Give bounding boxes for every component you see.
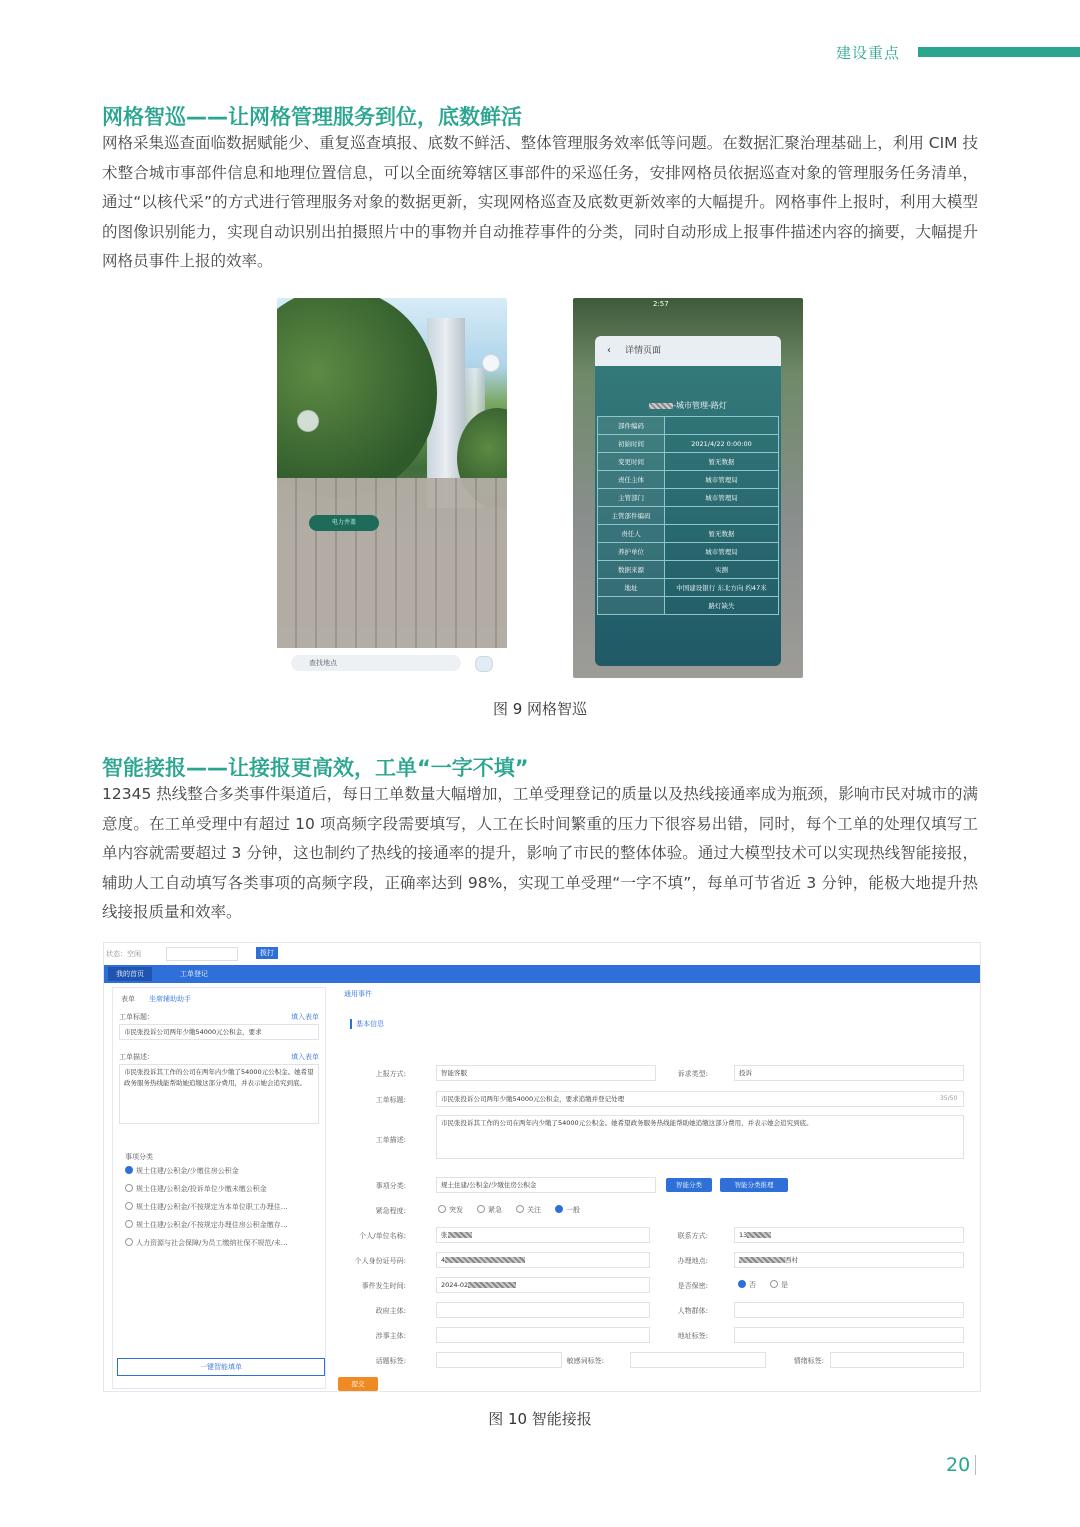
page-number: 20 <box>946 1454 971 1476</box>
submit-button[interactable]: 提交 <box>338 1377 378 1391</box>
detail-value: 实测 <box>665 561 779 579</box>
category-option-label: 规土住建/公积金/不按规定为本单位职工办理住… <box>136 1203 288 1211</box>
one-click-fill-button[interactable]: 一键智能填单 <box>117 1358 325 1376</box>
app-tab-bar <box>104 965 980 983</box>
section1-body: 网格采集巡查面临数据赋能少、重复巡查填报、底数不鲜活、整体管理服务效率低等问题。在数据汇聚治理基础上，利用 CIM 技术整合城市事部件信息和地理位置信息，可以全面统筹辖区事部件的采巡任务，安排网格员依据巡查对象的管理服务任务清单，通过“以核代采”的方式进行管理服务对象的数据更新，实现网格巡查及底数更新效率的大幅提升。网格事件上报时，利用大模型的图像识别能力，实现自动识别出拍摄照片中的事物并自动推荐事件的分类，同时自动形成上报事件描述内容的摘要，大幅提升网格员事件上报的效率。 <box>102 134 978 270</box>
redacted-mark <box>445 1257 525 1263</box>
detail-row <box>598 417 779 435</box>
redacted-mark <box>747 1232 771 1238</box>
category-option-label: 规土住建/公积金/不按规定办理住房公积金缴存… <box>136 1221 288 1229</box>
ticket-title-input[interactable]: 市民张投诉公司两年少缴54000元公积金，要求追缴并登记处理 <box>436 1091 964 1107</box>
request-type-label: 诉求类型: <box>677 1070 708 1078</box>
detected-object-badge[interactable]: 电力井盖 <box>309 515 379 531</box>
radio-icon <box>555 1205 563 1213</box>
fill-form-link[interactable]: 填入表单 <box>291 1013 319 1021</box>
smart-classify-reason-button[interactable]: 智能分类推理 <box>720 1178 788 1192</box>
detail-row <box>598 561 779 579</box>
fill-form-link[interactable]: 填入表单 <box>291 1053 319 1061</box>
emotion-tag-label: 情绪标签: <box>793 1357 824 1365</box>
detail-row <box>598 543 779 561</box>
detail-value: 城市管理局 <box>665 543 779 561</box>
category-option[interactable] <box>125 1220 288 1230</box>
detail-key: 养护单位 <box>598 543 665 561</box>
category-option-label: 人力资源与社会保障/为员工缴纳社保不规范/未… <box>136 1239 288 1247</box>
basic-info-heading: 基本信息 <box>350 1019 384 1029</box>
category-option[interactable] <box>125 1184 267 1194</box>
app-top-bar <box>104 943 980 965</box>
detail-value <box>665 417 779 435</box>
place-label: 办理地点: <box>677 1257 708 1265</box>
category-option[interactable] <box>125 1202 288 1212</box>
urgency-option-label: 关注 <box>527 1206 541 1214</box>
topic-tag-label: 话题标签: <box>375 1357 406 1365</box>
radio-icon <box>438 1205 446 1213</box>
ticket-desc-textarea[interactable]: 市民张投诉其工作的公司在两年内少缴了54000元公积金。她希望政务服务热线能帮助她追缴这部分费用，并表示她会追究到底。 <box>436 1115 964 1159</box>
detail-row <box>598 579 779 597</box>
tab-home[interactable]: 我的首页 <box>108 967 152 981</box>
detail-key: 部件编码 <box>598 417 665 435</box>
hotline-app-screenshot <box>103 942 981 1392</box>
redacted-mark <box>448 1232 472 1238</box>
detail-card-title: -城市管理-路灯 <box>593 400 783 411</box>
detail-key: 责任主体 <box>598 471 665 489</box>
layer-icon[interactable] <box>482 354 500 372</box>
tab-general-event[interactable]: 通用事件 <box>344 990 372 998</box>
people-label: 人物群体: <box>677 1307 708 1315</box>
redacted-mark <box>468 1282 516 1288</box>
contact-input[interactable]: 13 <box>734 1227 964 1243</box>
title-char-count: 35/50 <box>940 1095 958 1102</box>
radio-icon <box>477 1205 485 1213</box>
detail-value: 2021/4/22 0:00:00 <box>665 435 779 453</box>
assistant-panel <box>112 987 326 1389</box>
detail-row <box>598 507 779 525</box>
category-option[interactable] <box>125 1238 288 1248</box>
category-option[interactable] <box>125 1166 239 1176</box>
detail-key: 责任人 <box>598 525 665 543</box>
detail-key: 数据来源 <box>598 561 665 579</box>
sensitive-tag-input[interactable] <box>630 1352 766 1368</box>
detail-key: 变更时间 <box>598 453 665 471</box>
involved-input[interactable] <box>436 1327 650 1343</box>
detail-row <box>598 489 779 507</box>
locate-icon[interactable] <box>297 410 319 432</box>
phone-detail-screenshot <box>573 298 803 678</box>
urgency-option[interactable] <box>438 1206 463 1214</box>
radio-icon <box>125 1238 133 1246</box>
ticket-title-label: 工单标题: <box>375 1096 406 1104</box>
smart-classify-button[interactable]: 智能分类 <box>666 1178 712 1192</box>
detail-row <box>598 597 779 615</box>
secret-option[interactable] <box>770 1281 788 1289</box>
detail-row <box>598 525 779 543</box>
detail-value: 城市管理局 <box>665 489 779 507</box>
detail-value: 中国建设银行 东北方向 约47米 <box>665 579 779 597</box>
tab-form[interactable]: 表单 <box>121 995 135 1003</box>
detail-page-title: 详情页面 <box>625 346 662 356</box>
secret-option[interactable] <box>738 1281 756 1289</box>
phone-street-screenshot <box>277 298 507 678</box>
sensitive-tag-label: 敏感词标签: <box>566 1357 604 1365</box>
event-time-input[interactable]: 2024-02 <box>436 1277 650 1293</box>
status-time: 2:57 <box>653 300 669 308</box>
phone-number-input[interactable] <box>166 947 238 961</box>
section2-title: 智能接报——让接报更高效，工单“一字不填” <box>102 756 529 780</box>
tab-assistant[interactable]: 坐席辅助助手 <box>149 995 191 1003</box>
redacted-mark <box>739 1257 785 1263</box>
place-input[interactable]: 西村 <box>734 1252 964 1268</box>
tab-ticket-register[interactable]: 工单登记 <box>180 970 208 978</box>
report-method-label: 上报方式: <box>375 1070 406 1078</box>
event-time-label: 事件发生时间: <box>361 1282 406 1290</box>
detail-value: 暂无数据 <box>665 453 779 471</box>
secret-option-label: 是 <box>781 1281 788 1289</box>
detail-row <box>598 453 779 471</box>
ticket-form <box>334 987 978 1387</box>
figure9-caption: 图 9 网格智巡 <box>492 700 588 718</box>
gov-input[interactable] <box>436 1302 650 1318</box>
section-header-label: 建设重点 <box>836 44 901 62</box>
urgency-radio-group <box>438 1205 594 1215</box>
name-input[interactable]: 张 <box>436 1227 650 1243</box>
detail-page-header <box>595 336 781 366</box>
secret-label: 是否保密: <box>677 1282 708 1290</box>
radio-icon <box>125 1184 133 1192</box>
urgency-option-label: 一般 <box>566 1206 580 1214</box>
camera-icon[interactable] <box>475 656 493 672</box>
radio-icon <box>516 1205 524 1213</box>
topic-tag-input[interactable] <box>436 1352 562 1368</box>
urgency-option[interactable] <box>477 1206 502 1214</box>
detail-key: 主管部门 <box>598 489 665 507</box>
redacted-mark <box>649 403 673 409</box>
urgency-option-label: 紧急 <box>488 1206 502 1214</box>
detail-value: 城市管理局 <box>665 471 779 489</box>
dial-button[interactable]: 拨打 <box>256 947 278 959</box>
detail-key: 主管部件编码 <box>598 507 665 525</box>
urgency-option-label: 突发 <box>449 1206 463 1214</box>
secret-option-label: 否 <box>749 1281 756 1289</box>
urgency-label: 紧急程度: <box>375 1207 406 1215</box>
section2-body: 12345 热线整合多类事件渠道后，每日工单数量大幅增加，工单受理登记的质量以及热线接通率成为瓶颈，影响市民对城市的满意度。在工单受理中有超过 10 项高频字段需要填写，人工在长时间繁重的压力下很容易出错，同时，每个工单的处理仅填写工单内容就需要超过 3 分钟，这也制约了热线的接通率的提升，影响了市民的整体体验。通过大模型技术可以实现热线智能接报，辅助人工自动填写各类事项的高频字段，正确率达到 98%，实现工单受理“一字不填”，每单可节省近 3 分钟，能极大地提升热线接报质量和效率。 <box>102 785 978 921</box>
involved-label: 涉事主体: <box>375 1332 406 1340</box>
detail-value: 暂无数据 <box>665 525 779 543</box>
section-header-bar <box>918 47 1080 57</box>
detail-value <box>665 507 779 525</box>
agent-status: 状态：空闲 <box>106 950 141 958</box>
left-desc-label: 工单描述： <box>119 1053 154 1061</box>
detail-key: 地址 <box>598 579 665 597</box>
detail-key: 初始时间 <box>598 435 665 453</box>
search-input[interactable]: 查找地点 <box>291 655 461 671</box>
request-type-select[interactable]: 投诉 <box>734 1065 964 1081</box>
figure10-caption: 图 10 智能接报 <box>488 1410 592 1428</box>
report-method-select[interactable]: 智能客服 <box>436 1065 656 1081</box>
urgency-option[interactable] <box>555 1206 580 1214</box>
gov-label: 政府主体: <box>375 1307 406 1315</box>
id-input[interactable]: 4 <box>436 1252 650 1268</box>
detail-row <box>598 435 779 453</box>
detail-key <box>598 597 665 615</box>
section1-title: 网格智巡——让网格管理服务到位，底数鲜活 <box>102 105 522 129</box>
page-number-divider <box>975 1455 976 1475</box>
name-label: 个人/单位名称: <box>359 1232 406 1240</box>
detail-table <box>597 416 779 615</box>
left-desc-value: 市民张投诉其工作的公司在两年内少缴了54000元公积金。她希望政务服务热线能帮助她追缴这部分费用，并表示她会追究到底。 <box>119 1064 319 1124</box>
radio-icon <box>125 1220 133 1228</box>
left-title-value: 市民张投诉公司两年少缴54000元公积金，要求 <box>119 1024 319 1040</box>
addr-tag-input[interactable] <box>734 1327 964 1343</box>
radio-icon <box>770 1280 778 1288</box>
id-label: 个人身份证号码: <box>354 1257 406 1265</box>
category-option-label: 规土住建/公积金/投诉单位少缴未缴公积金 <box>136 1185 267 1193</box>
pavement <box>277 478 507 653</box>
emotion-tag-input[interactable] <box>830 1352 964 1368</box>
radio-icon <box>738 1280 746 1288</box>
ticket-desc-label: 工单描述: <box>375 1136 406 1144</box>
detail-value: 路灯缺失 <box>665 597 779 615</box>
addr-tag-label: 地址标签: <box>677 1332 708 1340</box>
left-title-label: 工单标题： <box>119 1013 154 1021</box>
category-select[interactable]: 规土住建/公积金/少缴住房公积金 <box>436 1177 656 1193</box>
category-field-label: 事项分类: <box>375 1182 406 1190</box>
contact-label: 联系方式: <box>677 1232 708 1240</box>
secret-radio-group <box>738 1280 802 1290</box>
category-option-label: 规土住建/公积金/少缴住房公积金 <box>136 1167 239 1175</box>
category-label: 事项分类 <box>125 1153 153 1161</box>
back-arrow-icon[interactable]: ‹ <box>607 345 611 356</box>
urgency-option[interactable] <box>516 1206 541 1214</box>
radio-icon <box>125 1202 133 1210</box>
detail-row <box>598 471 779 489</box>
radio-icon <box>125 1166 133 1174</box>
tree <box>277 298 437 498</box>
people-input[interactable] <box>734 1302 964 1318</box>
